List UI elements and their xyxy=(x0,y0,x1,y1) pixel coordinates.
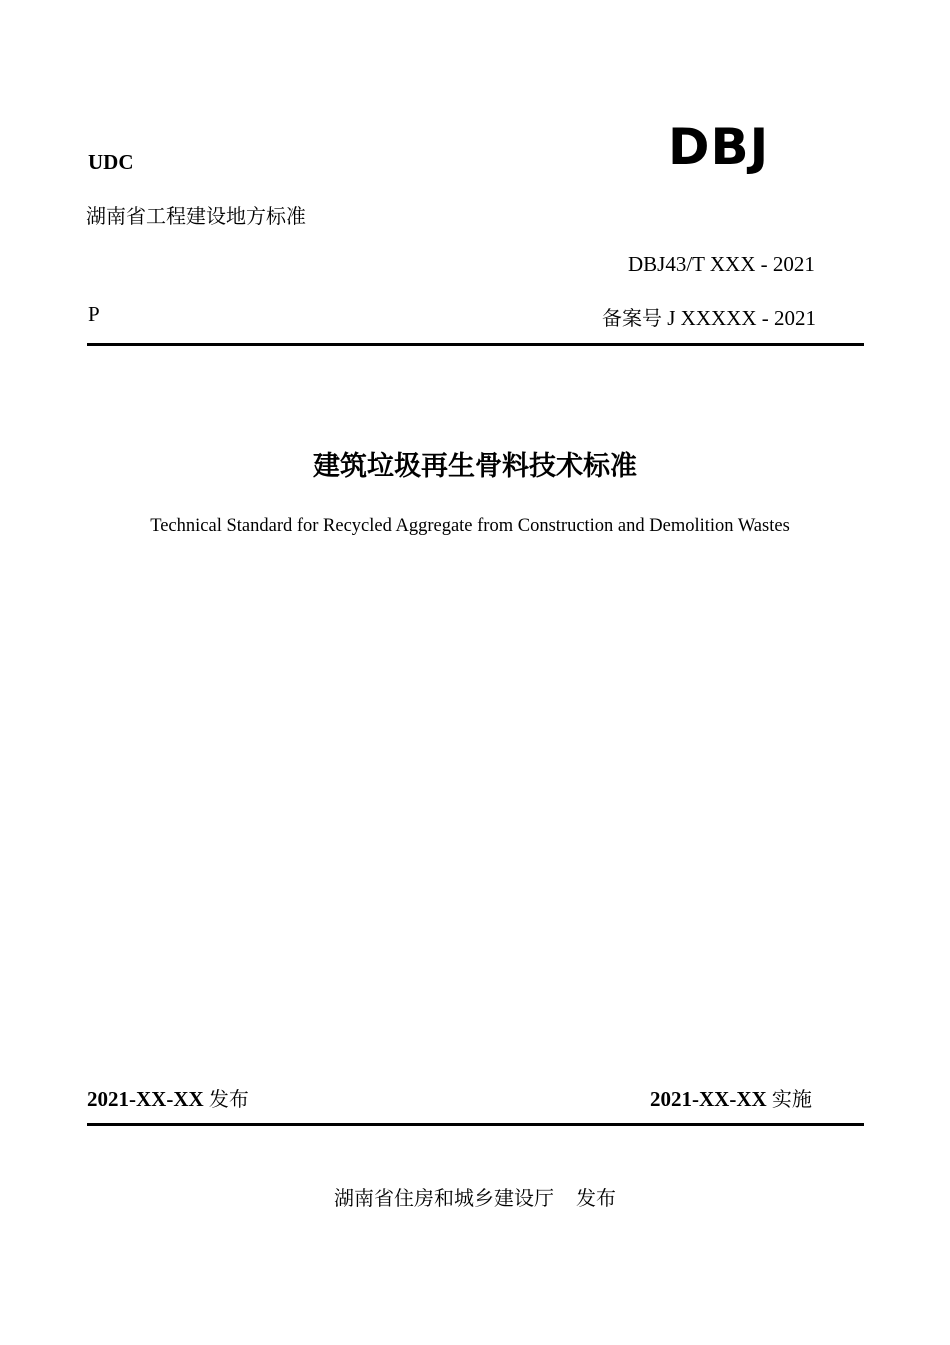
standard-number: DBJ43/T XXX - 2021 xyxy=(628,252,815,276)
publisher xyxy=(0,1182,950,1211)
issue-date-label: 发布 xyxy=(208,1087,249,1111)
standard-type: 湖南省工程建设地方标准 xyxy=(86,204,306,228)
issue-date xyxy=(87,1083,249,1112)
record-label: 备案号 xyxy=(602,306,662,330)
title-english: Technical Standard for Recycled Aggregate from Construction and Demolition Wastes xyxy=(150,516,790,536)
record-value: J XXXXX - 2021 xyxy=(667,306,816,330)
udc-label: UDC xyxy=(88,150,134,174)
bottom-divider xyxy=(87,1123,864,1126)
classification-code: P xyxy=(88,302,100,326)
implementation-date-label: 实施 xyxy=(771,1087,812,1111)
title-chinese: 建筑垃圾再生骨料技术标准 xyxy=(313,451,637,482)
publisher-action: 发布 xyxy=(576,1186,616,1210)
dbj-mark: DBJ xyxy=(668,118,770,176)
implementation-date xyxy=(650,1083,812,1112)
issue-date-value: 2021-XX-XX xyxy=(87,1087,204,1111)
record-number xyxy=(602,302,816,331)
implementation-date-value: 2021-XX-XX xyxy=(650,1087,767,1111)
top-divider xyxy=(87,343,864,346)
publisher-name: 湖南省住房和城乡建设厅 xyxy=(334,1186,554,1210)
